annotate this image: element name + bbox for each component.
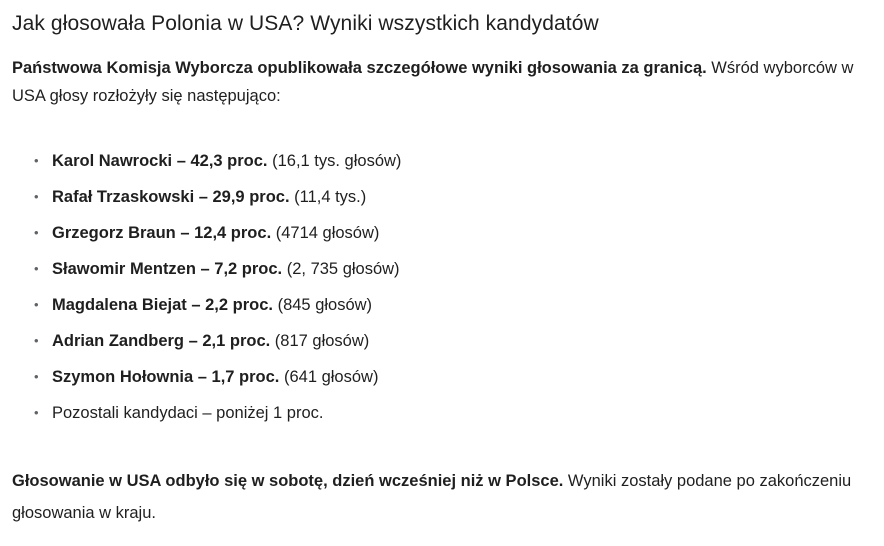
list-item — [34, 395, 878, 431]
outro-paragraph — [12, 465, 878, 529]
other-candidates-note: Pozostali kandydaci – poniżej 1 proc. — [52, 404, 324, 422]
bullet-icon: • — [34, 297, 39, 312]
list-item — [34, 143, 878, 179]
list-item — [34, 287, 878, 323]
list-item — [34, 215, 878, 251]
bullet-icon: • — [34, 153, 39, 168]
outro-text: Wyniki zostały podane po zakończeniu głosowania w kraju. — [12, 472, 852, 522]
intro-paragraph — [12, 54, 878, 110]
candidate-votes: (11,4 tys.) — [289, 188, 367, 206]
candidate-result: Magdalena Biejat – 2,2 proc. — [52, 296, 273, 314]
candidate-votes: (16,1 tys. głosów) — [267, 152, 402, 170]
list-item — [34, 323, 878, 359]
list-item — [34, 179, 878, 215]
bullet-icon: • — [34, 369, 39, 384]
intro-bold-text: Państwowa Komisja Wyborcza opublikowała szczegółowe wyniki głosowania za granicą. — [12, 59, 707, 77]
bullet-icon: • — [34, 189, 39, 204]
candidate-result: Sławomir Mentzen – 7,2 proc. — [52, 260, 283, 278]
candidate-votes: (641 głosów) — [279, 368, 379, 386]
article-title: Jak głosowała Polonia w USA? Wyniki wszystkich kandydatów — [12, 12, 599, 35]
outro-bold-text: Głosowanie w USA odbyło się w sobotę, dzień wcześniej niż w Polsce. — [12, 472, 564, 490]
bullet-icon: • — [34, 225, 39, 240]
results-list — [12, 143, 878, 431]
candidate-votes: (845 głosów) — [273, 296, 373, 314]
candidate-votes: (817 głosów) — [270, 332, 370, 350]
list-item — [34, 359, 878, 395]
intro-text: Wśród wyborców w USA głosy rozłożyły się następująco: — [12, 59, 854, 105]
candidate-result: Grzegorz Braun – 12,4 proc. — [52, 224, 272, 242]
bullet-icon: • — [34, 261, 39, 276]
candidate-result: Karol Nawrocki – 42,3 proc. — [52, 152, 268, 170]
article — [12, 8, 878, 529]
candidate-result: Adrian Zandberg – 2,1 proc. — [52, 332, 271, 350]
candidate-votes: (4714 głosów) — [271, 224, 380, 242]
list-item — [34, 251, 878, 287]
bullet-icon: • — [34, 405, 39, 420]
candidate-votes: (2, 735 głosów) — [282, 260, 400, 278]
candidate-result: Szymon Hołownia – 1,7 proc. — [52, 368, 280, 386]
bullet-icon: • — [34, 333, 39, 348]
candidate-result: Rafał Trzaskowski – 29,9 proc. — [52, 188, 290, 206]
